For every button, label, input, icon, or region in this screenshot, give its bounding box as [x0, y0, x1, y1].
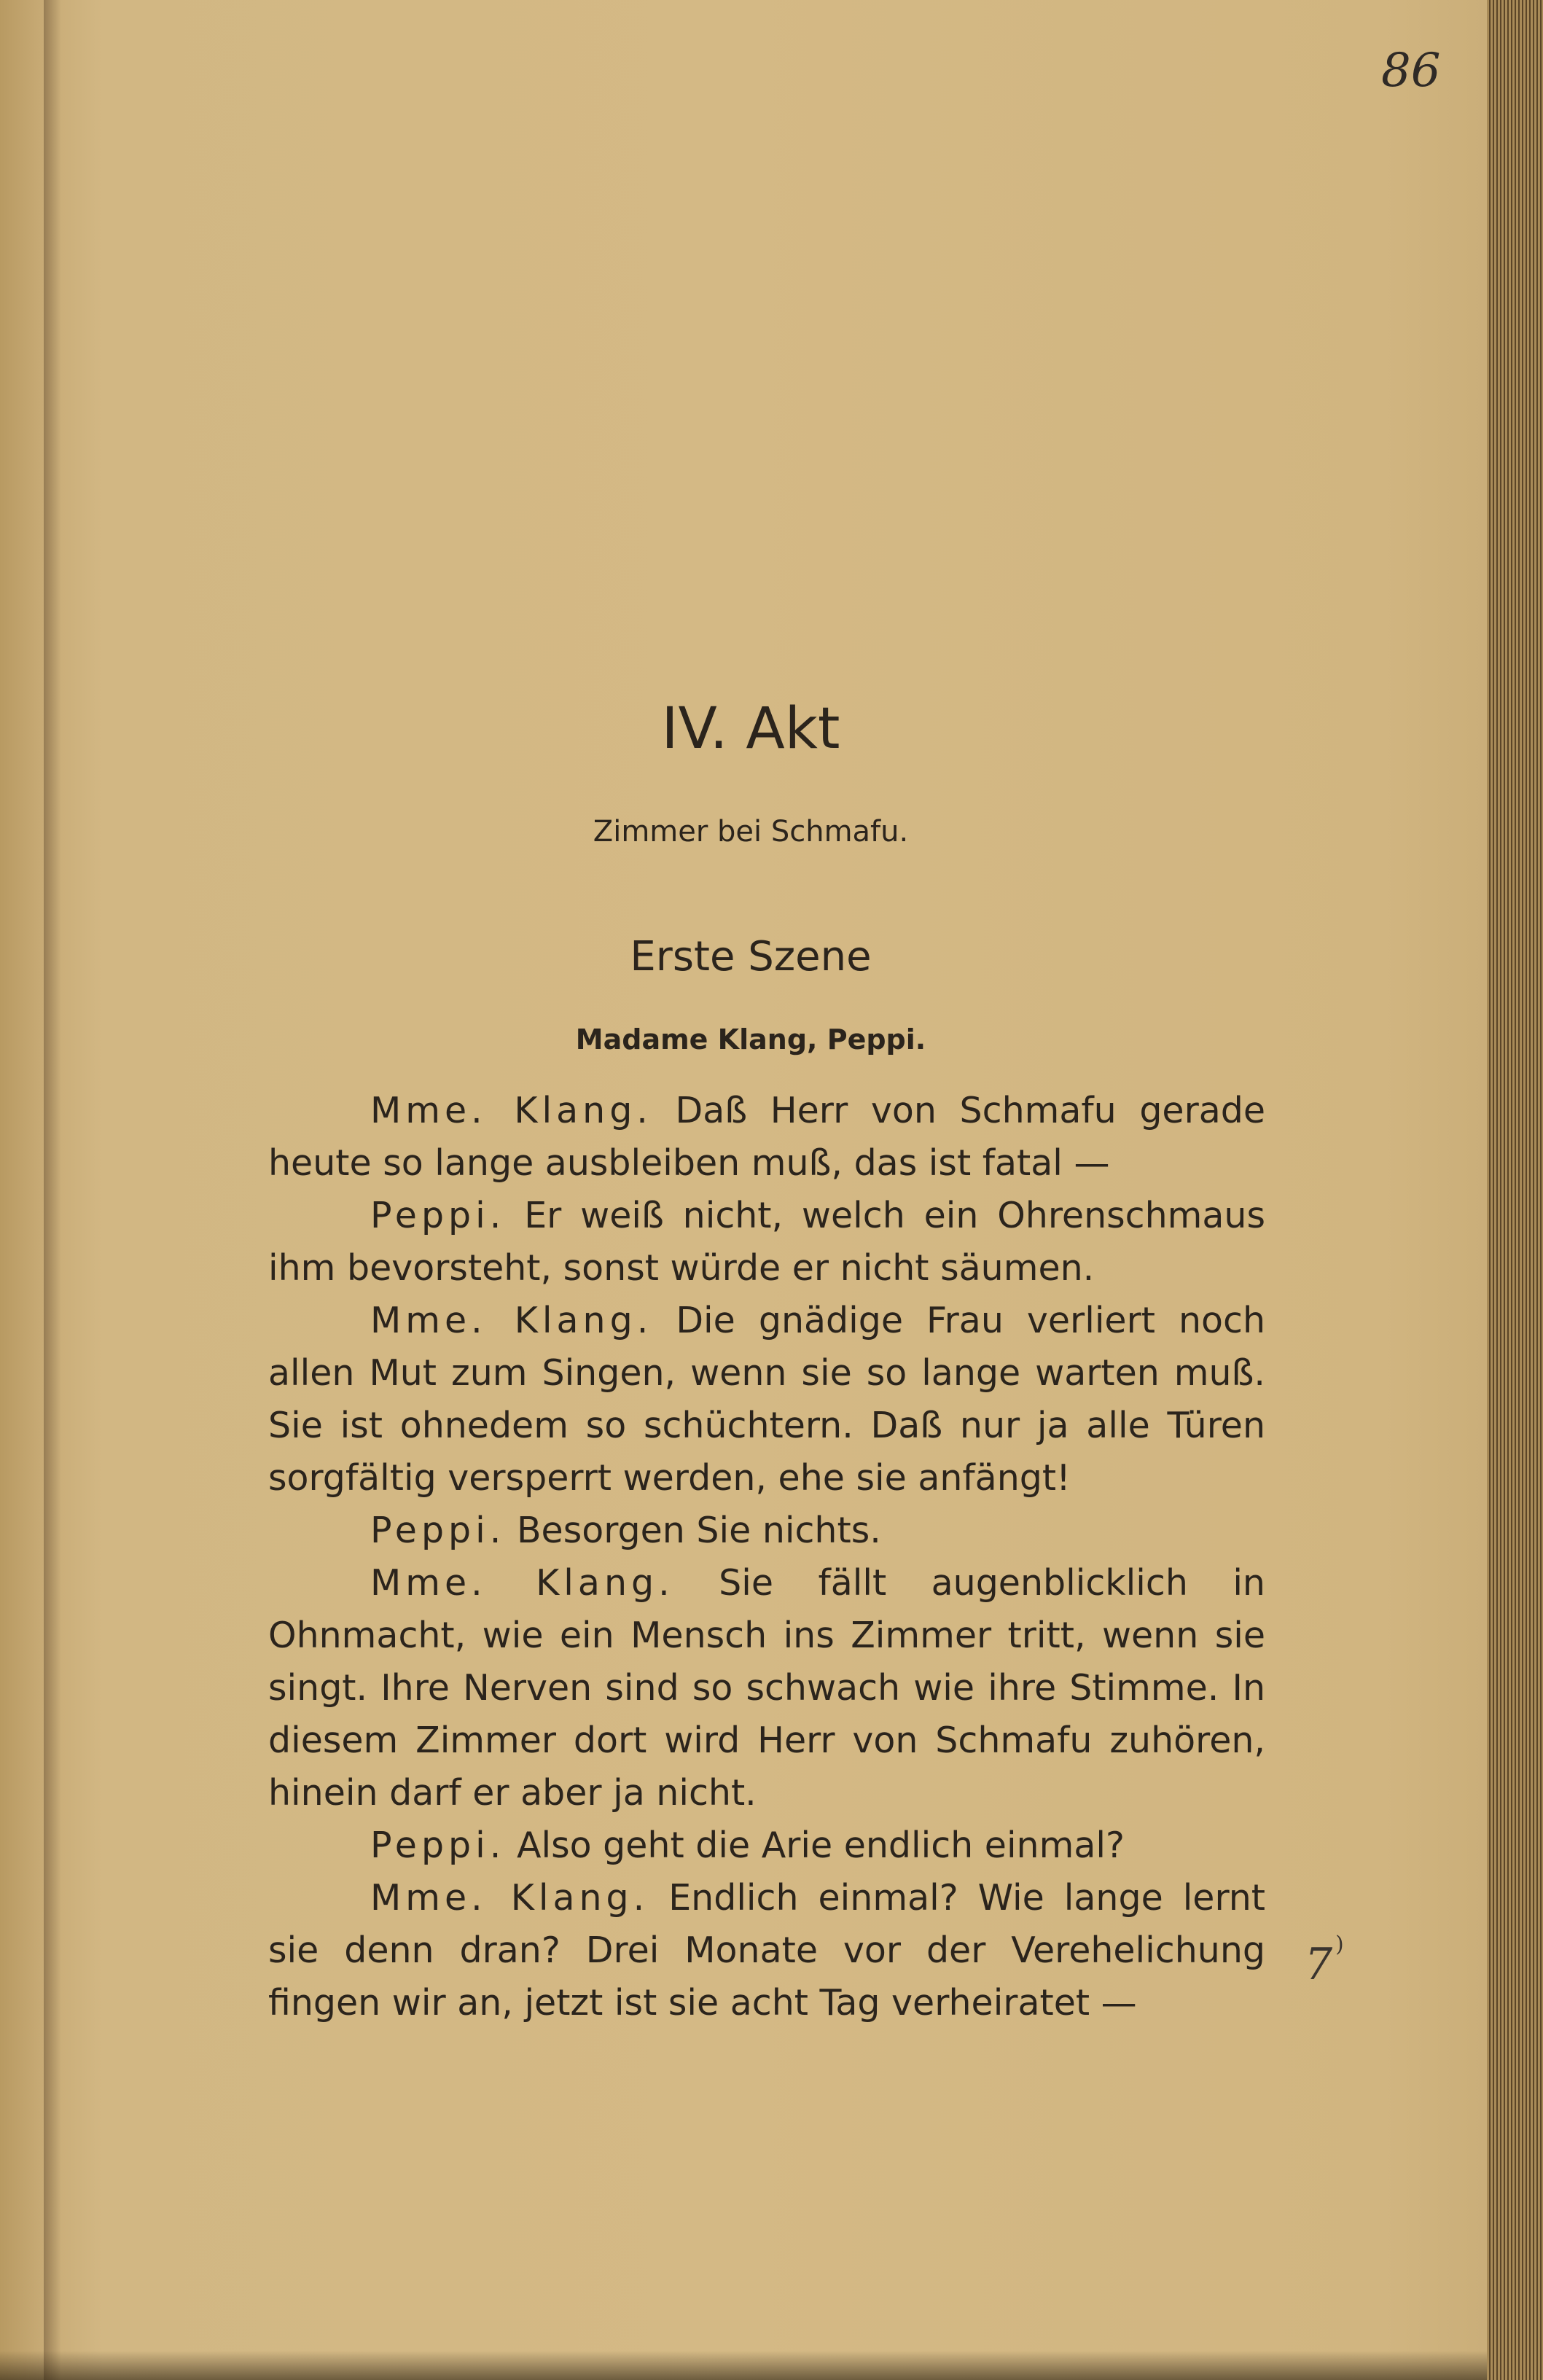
speech-paragraph — [268, 1819, 1265, 1872]
scene-title: Erste Szene — [630, 933, 872, 980]
handwritten-margin-note: 7 — [1305, 1939, 1333, 1990]
speech-paragraph — [268, 1085, 1265, 1190]
act-title: IV. Akt — [661, 696, 840, 762]
dialogue-text — [268, 1085, 1265, 2029]
speech-text: Er weiß nicht, welch ein Ohrenschmaus ihm bevorsteht, sonst würde er nicht säumen. — [268, 1195, 1265, 1289]
speech-text: Daß Herr von Schmafu gerade heute so lange ausbleiben muß, das ist fatal — — [268, 1090, 1265, 1184]
speech-paragraph — [268, 1190, 1265, 1295]
speaker-name: Mme. Klang. — [370, 1090, 652, 1131]
bottom-shadow — [0, 2351, 1501, 2380]
speech-paragraph — [268, 1557, 1265, 1819]
speech-text: Sie fällt augenblicklich in Ohnmacht, wie ein Mensch ins Zimmer tritt, wenn sie singt. Ihre Nerven sind so schwach wie ihre Stimme. In diesem Zimmer dort wird Herr von Schmafu zuhören, hinein darf er aber ja nicht. — [268, 1562, 1265, 1814]
speech-paragraph — [268, 1872, 1265, 2029]
speaker-name: Mme. Klang. — [370, 1877, 649, 1919]
speaker-name: Peppi. — [370, 1825, 506, 1866]
page-number: 86 — [1381, 44, 1441, 98]
page-spine-shadow — [44, 0, 61, 2380]
speech-paragraph — [268, 1295, 1265, 1505]
speech-paragraph — [268, 1505, 1265, 1557]
speaker-name: Peppi. — [370, 1195, 506, 1236]
speaker-name: Peppi. — [370, 1510, 506, 1551]
margin-bracket-mark: ) — [1335, 1932, 1344, 1957]
speech-text: Endlich einmal? Wie lange lernt sie denn dran? Drei Monate vor der Verehelichung fingen wir an, jetzt ist sie acht Tag verheiratet — — [268, 1877, 1266, 2024]
page-edges-stack — [1487, 0, 1543, 2380]
speech-text: Die gnädige Frau verliert noch allen Mut zum Singen, wenn sie so lange warten muß. Sie ist ohnedem so schüchtern. Daß nur ja alle Türen sorgfältig versperrt werden, ehe sie anfängt! — [268, 1300, 1265, 1499]
speaker-name: Mme. Klang. — [370, 1562, 674, 1604]
characters-list: Madame Klang, Peppi. — [575, 1023, 926, 1056]
scene-location: Zimmer bei Schmafu. — [593, 815, 909, 848]
speech-text: Besorgen Sie nichts. — [516, 1510, 881, 1551]
speech-text: Also geht die Arie endlich einmal? — [516, 1825, 1125, 1866]
speaker-name: Mme. Klang. — [370, 1300, 653, 1341]
